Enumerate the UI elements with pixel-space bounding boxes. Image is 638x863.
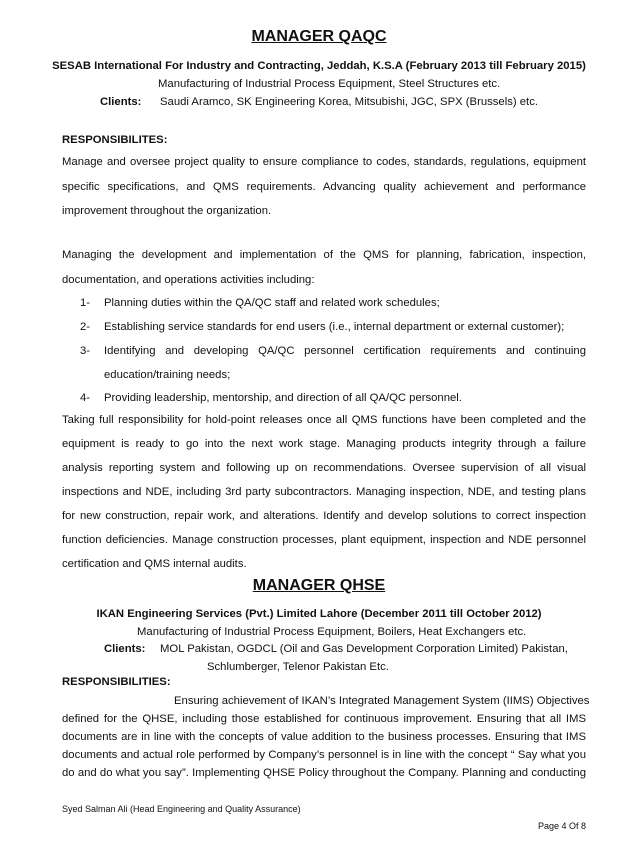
clients-list: Saudi Aramco, SK Engineering Korea, Mitsubishi, JGC, SPX (Brussels) etc. <box>160 96 538 108</box>
paragraph-line: analysis reporting system and following up on recommendations. Oversee supervision of all visual <box>62 462 586 474</box>
paragraph-line: Taking full responsibility for hold-point releases once all QMS functions have been completed and the <box>62 414 586 426</box>
paragraph-line: certification and QMS internal audits. <box>62 558 247 570</box>
list-number: 2- <box>80 321 91 333</box>
paragraph-line: Managing the development and implementation of the QMS for planning, fabrication, inspection, <box>62 249 586 261</box>
section-title-qhse: MANAGER QHSE <box>252 577 386 594</box>
company-description: Manufacturing of Industrial Process Equipment, Boilers, Heat Exchangers etc. <box>137 626 527 638</box>
paragraph-line: function deficiencies. Manage construction processes, plant equipment, inspection and NDE personnel <box>62 534 586 546</box>
clients-label: Clients: <box>104 643 146 655</box>
responsibilities-heading: RESPONSIBILITES: <box>62 134 168 146</box>
paragraph-line: inspections and NDE, including 3rd party subcontractors. Managing inspection, NDE, and testing plans <box>62 486 586 498</box>
clients-list: Schlumberger, Telenor Pakistan Etc. <box>207 661 389 673</box>
section-title-qaqc: MANAGER QAQC <box>251 28 387 45</box>
list-item: Planning duties within the QA/QC staff and related work schedules; <box>104 297 440 309</box>
clients-label: Clients: <box>100 96 142 108</box>
list-number: 1- <box>80 297 91 309</box>
paragraph-line: do and do what you say”. Implementing QHSE Policy throughout the Company. Planning and conducting <box>62 767 586 779</box>
paragraph-line: Manage and oversee project quality to ensure compliance to codes, standards, regulations, equipment <box>62 156 586 168</box>
footer-author: Syed Salman Ali (Head Engineering and Quality Assurance) <box>62 804 301 814</box>
paragraph-line: defined for the QHSE, including those established for continuous improvement. Ensuring that all IMS <box>62 713 586 725</box>
paragraph-line: specific specifications, and QMS requirements. Advancing quality achievement and performance <box>62 181 586 193</box>
list-number: 3- <box>80 345 91 357</box>
company-description: Manufacturing of Industrial Process Equipment, Steel Structures etc. <box>158 78 501 90</box>
paragraph-line: documents are in line with the concepts of value addition to the business processes. Ensuring that IMS <box>62 731 586 743</box>
list-item: Providing leadership, mentorship, and direction of all QA/QC personnel. <box>104 392 462 404</box>
paragraph-line: documentation, and operations activities including: <box>62 274 315 286</box>
page-number: Page 4 Of 8 <box>537 821 586 831</box>
company-ikan: IKAN Engineering Services (Pvt.) Limited Lahore (December 2011 till October 2012) <box>96 608 542 620</box>
paragraph-line: improvement throughout the organization. <box>62 205 272 217</box>
paragraph-line: documents and actual role performed by Company’s personnel is in line with the concept “ Say what you <box>62 749 586 761</box>
company-sesab: SESAB International For Industry and Contracting, Jeddah, K.S.A (February 2013 till February 2015) <box>52 60 586 72</box>
responsibilities-heading: RESPONSIBILITIES: <box>62 676 171 688</box>
list-item: education/training needs; <box>104 369 231 381</box>
paragraph-line: equipment is ready to go into the next work stage. Managing products integrity through a failure <box>62 438 586 450</box>
paragraph-line: for new construction, repair work, and alterations. Identify and develop solutions to correct inspection <box>62 510 586 522</box>
list-item: Establishing service standards for end users (i.e., internal department or external customer); <box>104 321 565 333</box>
list-item: Identifying and developing QA/QC personnel certification requirements and continuing <box>104 345 586 357</box>
paragraph-line: Ensuring achievement of IKAN’s Integrated Management System (IIMS) Objectives <box>174 695 590 707</box>
clients-list: MOL Pakistan, OGDCL (Oil and Gas Development Corporation Limited) Pakistan, <box>160 643 568 655</box>
list-number: 4- <box>80 392 91 404</box>
